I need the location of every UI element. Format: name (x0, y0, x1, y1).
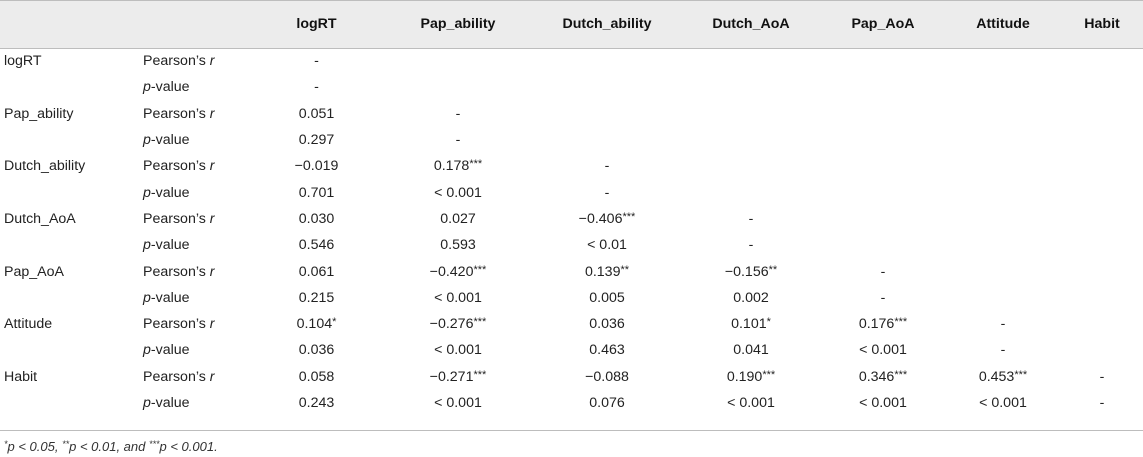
column-header-dutch-aoa: Dutch_AoA (712, 16, 790, 32)
table-row (0, 127, 1143, 153)
table-cell (945, 153, 1061, 179)
table-cell (1061, 206, 1143, 232)
row-variable-label (0, 390, 140, 416)
table-cell: −0.420*** (429, 263, 487, 280)
table-cell: - (748, 237, 754, 254)
table-row (0, 48, 1143, 74)
p-value-label: p-value (143, 184, 190, 201)
row-variable-label (0, 74, 140, 100)
column-header-pap-aoa: Pap_AoA (851, 16, 915, 32)
table-cell: 0.176*** (858, 316, 908, 333)
table-row (0, 390, 1143, 416)
row-variable-label (0, 179, 140, 205)
table-cell: < 0.01 (587, 237, 627, 254)
p-value-label: p-value (143, 237, 190, 254)
table-cell: < 0.001 (434, 289, 482, 306)
table-row (0, 232, 1143, 258)
table-cell (681, 101, 821, 127)
table-cell: < 0.001 (859, 395, 907, 411)
table-cell: 0.139** (584, 263, 630, 280)
table-row (0, 285, 1143, 311)
table-cell (533, 101, 681, 127)
table-cell: 0.101* (731, 316, 771, 333)
table-cell: 0.036 (589, 316, 625, 333)
table-cell (1061, 74, 1143, 100)
column-header-dutch-ability: Dutch_ability (562, 16, 652, 32)
table-cell: 0.076 (589, 395, 625, 411)
table-cell: < 0.001 (434, 342, 482, 359)
table-cell: −0.271*** (429, 368, 487, 385)
table-cell: - (1099, 368, 1105, 385)
table-footnote: *p < 0.05, **p < 0.01, and ***p < 0.001. (4, 439, 218, 454)
table-cell (945, 258, 1061, 284)
table-row (0, 364, 1143, 390)
table-cell (1061, 127, 1143, 153)
pearson-r-label: Pearson’s r (143, 316, 215, 333)
row-variable-label: Habit (4, 368, 38, 385)
table-cell: < 0.001 (859, 342, 907, 359)
table-row (0, 206, 1143, 232)
table-cell (821, 101, 945, 127)
table-cell (821, 127, 945, 153)
table-cell: < 0.001 (727, 395, 775, 411)
table-cell: - (880, 289, 886, 306)
table-cell (681, 179, 821, 205)
column-header-attitude: Attitude (976, 16, 1030, 32)
table-cell: −0.406*** (578, 210, 636, 227)
table-cell (821, 206, 945, 232)
table-cell: - (880, 263, 886, 280)
table-cell (945, 206, 1061, 232)
pearson-r-label: Pearson’s r (143, 210, 215, 227)
table-cell: 0.051 (298, 105, 335, 122)
table-row (0, 153, 1143, 179)
table-cell: - (1000, 342, 1006, 359)
table-cell (821, 179, 945, 205)
table-cell (681, 74, 821, 100)
p-value-label: p-value (143, 289, 190, 306)
column-header-pap-ability: Pap_ability (420, 16, 496, 32)
pearson-r-label: Pearson’s r (143, 263, 215, 280)
table-cell: < 0.001 (979, 395, 1027, 411)
table-cell (383, 74, 533, 100)
table-cell: 0.061 (298, 263, 335, 280)
table-cell: 0.005 (589, 289, 625, 306)
bottom-rule (0, 430, 1143, 431)
table-cell (821, 74, 945, 100)
row-variable-label (0, 285, 140, 311)
row-variable-label (0, 127, 140, 153)
header-row (0, 0, 1143, 48)
table-cell: 0.104* (296, 316, 337, 333)
table-body (0, 48, 1143, 416)
table-cell (1061, 101, 1143, 127)
row-variable-label: logRT (4, 53, 42, 70)
table-cell (945, 101, 1061, 127)
table-cell (1061, 153, 1143, 179)
table-cell: 0.041 (733, 342, 769, 359)
table-cell: 0.002 (733, 289, 769, 306)
table-cell: < 0.001 (434, 184, 482, 201)
p-value-label: p-value (143, 79, 190, 96)
table-cell (681, 48, 821, 74)
table-row (0, 337, 1143, 363)
table-cell: - (1099, 395, 1105, 411)
table-cell (1061, 232, 1143, 258)
table-cell (821, 232, 945, 258)
pearson-r-label: Pearson’s r (143, 105, 215, 122)
table-cell: −0.156** (724, 263, 778, 280)
table-cell: - (455, 132, 461, 149)
table-cell (945, 179, 1061, 205)
column-header-logrt: logRT (296, 16, 337, 32)
table-cell (945, 74, 1061, 100)
table-cell (1061, 179, 1143, 205)
header-blank-cell (0, 0, 140, 48)
row-variable-label: Attitude (4, 316, 53, 333)
row-variable-label: Pap_ability (4, 105, 74, 122)
table-cell (821, 48, 945, 74)
table-cell: 0.297 (298, 132, 335, 149)
table-cell (945, 127, 1061, 153)
p-value-label: p-value (143, 132, 190, 149)
table-row (0, 101, 1143, 127)
table-cell: - (455, 105, 461, 122)
table-cell: 0.190*** (726, 368, 776, 385)
table-cell (945, 48, 1061, 74)
table-cell: - (604, 158, 610, 175)
table-row (0, 258, 1143, 284)
row-variable-label: Dutch_ability (4, 158, 86, 175)
table-cell: −0.088 (585, 368, 629, 385)
table-cell (681, 153, 821, 179)
table-row (0, 311, 1143, 337)
table-cell (681, 127, 821, 153)
table-cell: 0.178*** (433, 158, 483, 175)
table-cell (1061, 258, 1143, 284)
table-cell: 0.215 (298, 289, 335, 306)
table-cell (533, 48, 681, 74)
table-cell (533, 127, 681, 153)
table-cell: 0.346*** (858, 368, 908, 385)
table-cell: 0.463 (589, 342, 625, 359)
table-cell: −0.019 (294, 158, 339, 175)
table-cell: < 0.001 (434, 395, 482, 411)
table-cell (1061, 311, 1143, 337)
pearson-r-label: Pearson’s r (143, 368, 215, 385)
p-value-label: p-value (143, 342, 190, 359)
pearson-r-label: Pearson’s r (143, 53, 215, 70)
table-cell (1061, 285, 1143, 311)
table-cell: - (314, 79, 319, 96)
table-cell (383, 48, 533, 74)
table-cell: - (1000, 316, 1006, 333)
table-cell: 0.058 (298, 368, 335, 385)
row-variable-label (0, 232, 140, 258)
table-cell (1061, 48, 1143, 74)
table-row (0, 74, 1143, 100)
table-cell (821, 153, 945, 179)
table-row (0, 179, 1143, 205)
row-variable-label (0, 337, 140, 363)
table-cell: 0.243 (298, 395, 335, 411)
header-blank-cell (140, 0, 250, 48)
table-cell: 0.036 (298, 342, 335, 359)
table-cell (1061, 337, 1143, 363)
table-cell: 0.453*** (978, 368, 1028, 385)
table-cell: 0.701 (298, 184, 335, 201)
column-header-habit: Habit (1084, 16, 1120, 32)
row-variable-label: Pap_AoA (4, 263, 64, 280)
table-cell (533, 74, 681, 100)
pearson-r-label: Pearson’s r (143, 158, 215, 175)
table-cell: - (314, 53, 319, 70)
table-cell: 0.546 (298, 237, 335, 254)
table-cell: 0.593 (440, 237, 476, 254)
table-cell: - (748, 210, 754, 227)
table-cell (945, 285, 1061, 311)
row-variable-label: Dutch_AoA (4, 210, 76, 227)
table-cell: 0.027 (440, 210, 476, 227)
table-cell: - (604, 184, 610, 201)
table-cell: −0.276*** (429, 316, 487, 333)
table-cell: 0.030 (298, 210, 335, 227)
p-value-label: p-value (143, 395, 190, 411)
table-cell (945, 232, 1061, 258)
